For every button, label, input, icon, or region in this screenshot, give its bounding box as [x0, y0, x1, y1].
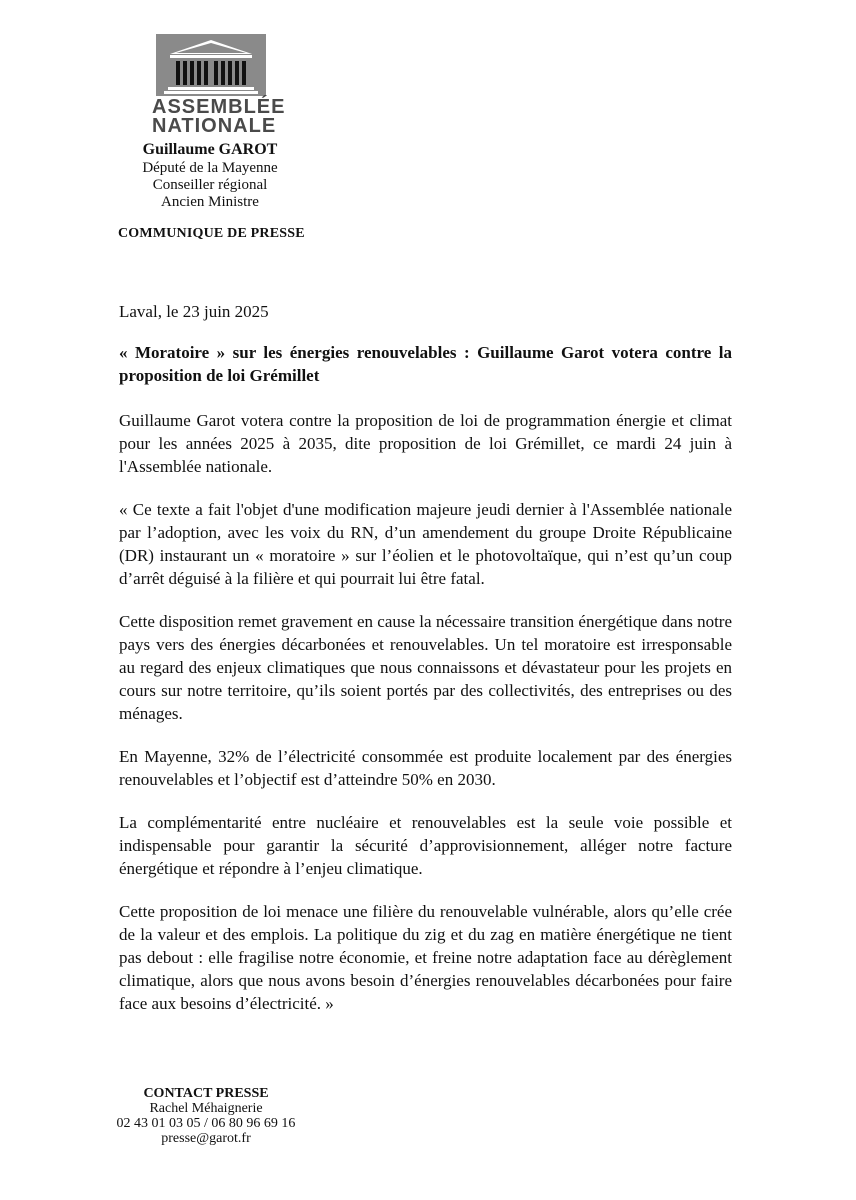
press-release-label: COMMUNIQUE DE PRESSE — [118, 226, 305, 241]
author-title-councillor: Conseiller régional — [152, 177, 268, 193]
paragraph-disposition: Cette disposition remet gravement en cause la nécessaire transition énergétique dans notre pays vers des énergies décarbonées et renouvelables. Un tel moratoire est irresponsable au regard des enjeux climatiques que nous connaissons et dévastateur pour les projets en cours sur notre territoire, qu’ils soient portés par des collectivités, des entreprises ou des ménages. — [119, 612, 732, 723]
logo-text-line2: NATIONALE — [152, 115, 277, 137]
contact-email: presse@garot.fr — [161, 1131, 251, 1146]
press-release-body — [119, 300, 732, 1035]
author-name: Guillaume GAROT — [142, 141, 278, 158]
press-contact-block — [100, 1086, 312, 1146]
paragraph-conclusion: Cette proposition de loi menace une filière du renouvelable vulnérable, alors qu’elle crée de la valeur et des emplois. La politique du zig et du zag en matière énergétique ne tient pas debout : elle fragilise notre économie, et freine notre adaptation face au dérèglement climatique, alors que nous avons besoin d’énergies renouvelables décarbonées pour faire face aux besoins d’électricité. » — [119, 902, 732, 1013]
author-block — [110, 140, 310, 211]
paragraph-quote-start: « Ce texte a fait l'objet d'une modification majeure jeudi dernier à l'Assemblée nationale par l’adoption, avec les voix du RN, d’un amendement du groupe Droite Républicaine (DR) instaurant un « moratoire » sur l’éolien et le photovoltaïque, qui n’est qu’un coup d’arrêt déguisé à la filière et qui pourrait lui être fatal. — [119, 500, 732, 588]
paragraph-mayenne: En Mayenne, 32% de l’électricité consommée est produite localement par des énergies renouvelables et l’objectif est d’atteindre 50% en 2030. — [119, 747, 732, 789]
paragraph-complementarity: La complémentarité entre nucléaire et renouvelables est la seule voie possible et indispensable pour garantir la sécurité d’approvisionnement, alléger notre facture énergétique et répondre à l’enjeu climatique. — [119, 813, 732, 878]
author-title-deputy: Député de la Mayenne — [142, 160, 278, 176]
assemblee-nationale-logo — [152, 34, 286, 137]
logo-text-line1: ASSEMBLÉE — [152, 96, 286, 118]
contact-title: CONTACT PRESSE — [143, 1086, 269, 1101]
parliament-building-emblem — [156, 34, 266, 96]
release-headline: « Moratoire » sur les énergies renouvelables : Guillaume Garot votera contre la proposition de loi Grémillet — [119, 343, 732, 385]
contact-phone: 02 43 01 03 05 / 06 80 96 69 16 — [116, 1116, 296, 1131]
author-title-minister: Ancien Ministre — [161, 194, 259, 210]
release-date: Laval, le 23 juin 2025 — [119, 302, 269, 321]
contact-name: Rachel Méhaignerie — [149, 1101, 263, 1116]
paragraph-intro: Guillaume Garot votera contre la proposition de loi de programmation énergie et climat pour les années 2025 à 2035, dite proposition de loi Grémillet, ce mardi 24 juin à l'Assemblée nationale. — [119, 411, 732, 476]
